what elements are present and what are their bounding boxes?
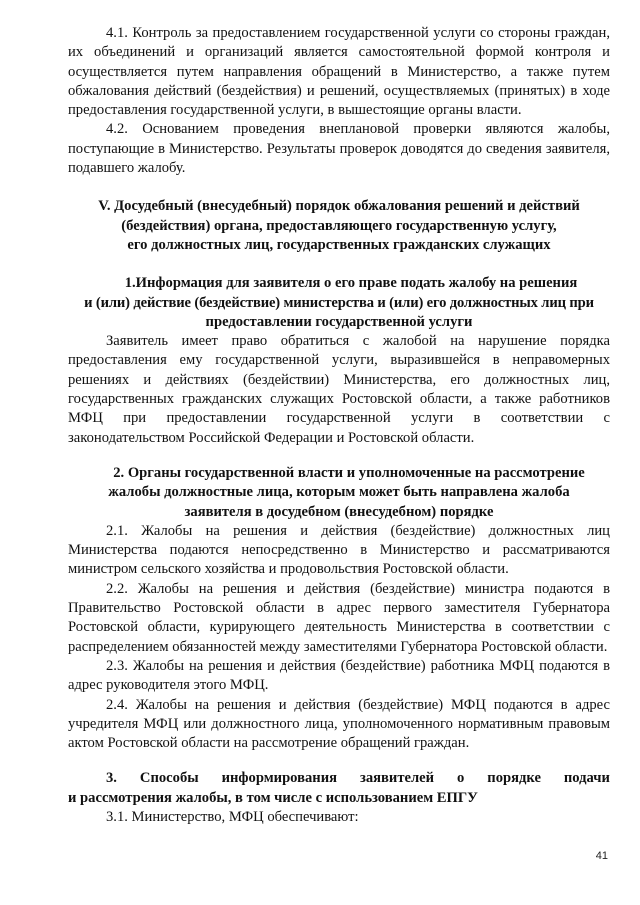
section-5-heading-line: (бездействия) органа, предоставляющего государственную услугу, [121, 217, 557, 234]
heading-word: информирования [221, 770, 338, 787]
subsection-2-heading [68, 464, 610, 522]
section-5-heading-line: его должностных лиц, государственных гражданских служащих [127, 236, 551, 253]
subsection-1-heading-line: предоставлении государственной услуги [205, 313, 473, 330]
subsection-1-heading-line: и (или) действие (бездействие) министерства и (или) его должностных лиц при [84, 294, 594, 311]
section-5-heading-line: V. Досудебный (внесудебный) порядок обжалования решений и действий [98, 198, 580, 215]
paragraph-3-1: 3.1. Министерство, МФЦ обеспечивают: [106, 808, 359, 825]
paragraph-2-3: 2.3. Жалобы на решения и действия (бездействие) работника МФЦ подаются в адрес руководителя этого МФЦ. [68, 657, 610, 694]
subsection-1-heading-line: 1.Информация для заявителя о его праве подать жалобу на решения [124, 275, 578, 292]
subsection-3-heading-line [68, 769, 610, 788]
paragraph-2-4: 2.4. Жалобы на решения и действия (бездействие) МФЦ подаются в адрес учредителя МФЦ или должностного лица, уполномоченного нормативным правовым актом Ростовской области на рассмотрение обращений граждан. [68, 696, 610, 752]
heading-word: 3. [106, 770, 117, 787]
subsection-2-heading-line: 2. Органы государственной власти и уполномоченные на рассмотрение [113, 464, 585, 481]
heading-word: подачи [563, 770, 610, 787]
paragraph-4-2: 4.2. Основанием проведения внеплановой проверки являются жалобы, поступающие в Министерство. Результаты проверок доводятся до сведения заявителя, подавшего жалобу. [68, 121, 610, 177]
document-page [68, 24, 610, 827]
paragraph-4-1: 4.1. Контроль за предоставлением государственной услуги со стороны граждан, их объединений и организаций является самостоятельной формой контроля и осуществляется путем направления обращений в Министерство, а также путем обжалования действий (бездействия) и решений, осуществляемых (принятых) в ходе предоставления государственной услуги, в вышестоящие органы власти. [68, 25, 610, 119]
paragraph-2-2: 2.2. Жалобы на решения и действия (бездействие) министра подаются в Правительство Ростовской области в адрес первого заместителя Губернатора Ростовской области, курирующего деятельность Министерства в соответствии с распределением обязанностей между заместителями Губернатора Ростовской области. [68, 580, 610, 655]
heading-word: заявителей [359, 770, 435, 787]
subsection-2-heading-line: жалобы должностные лица, которым может быть направлена жалоба [108, 484, 570, 501]
subsection-2-heading-line: заявителя в досудебном (внесудебном) порядке [184, 503, 494, 520]
paragraph-2-1: 2.1. Жалобы на решения и действия (бездействие) должностных лиц Министерства подаются непосредственно в Министерство и рассматриваются министром сельского хозяйства и продовольствия Ростовской области. [68, 522, 610, 578]
heading-word: Способы [139, 770, 199, 787]
heading-word: порядке [487, 770, 541, 787]
page-number: 41 [595, 850, 608, 862]
section-5-heading [68, 197, 610, 255]
subsection-3-heading-line: и рассмотрения жалобы, в том числе с использованием ЕПГУ [68, 789, 478, 806]
subsection-1-text: Заявитель имеет право обратиться с жалобой на нарушение порядка предоставления ему государственной услуги, выразившейся в неправомерных решениях и действиях (бездействии) Министерства, его должностных лиц, государственных гражданских служащих Ростовской области, а также работников МФЦ при предоставлении государственной услуги в соответствии с законодательством Российской Федерации и Ростовской области. [68, 333, 610, 446]
subsection-3-heading [68, 769, 610, 808]
subsection-1-heading [68, 274, 610, 332]
heading-word: о [457, 770, 465, 787]
